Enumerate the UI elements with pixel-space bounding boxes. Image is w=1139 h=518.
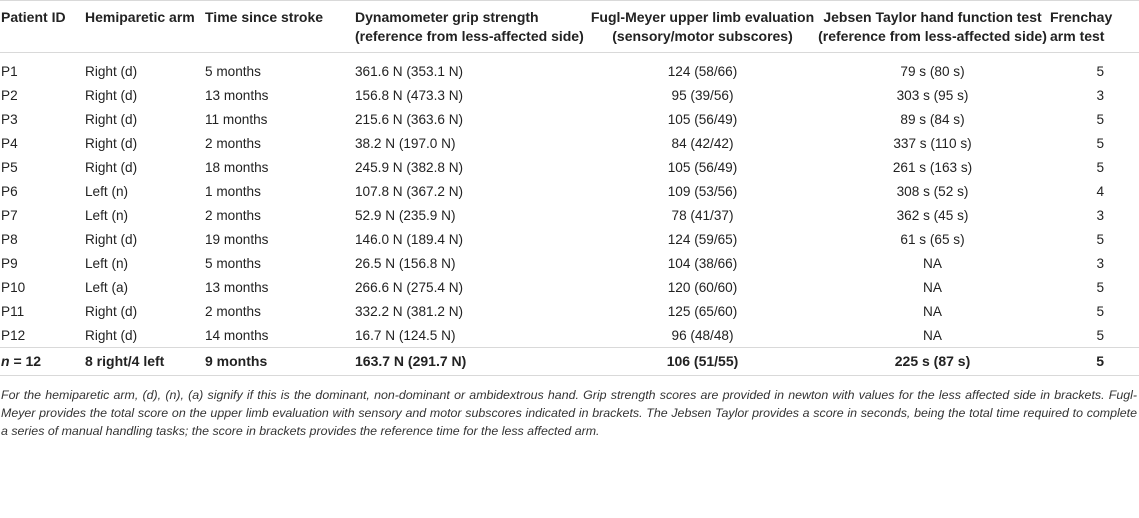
summary-time: 9 months bbox=[205, 348, 355, 376]
cell-grip-strength: 245.9 N (382.8 N) bbox=[355, 160, 464, 175]
cell-frenchay: 3 bbox=[1096, 208, 1104, 223]
table-row bbox=[0, 131, 1139, 155]
cell-time-since-stroke: 14 months bbox=[205, 328, 269, 343]
cell-hemiparetic-arm: Left (a) bbox=[85, 280, 129, 295]
summary-jebsen: 225 s (87 s) bbox=[815, 348, 1050, 376]
cell-jebsen-taylor: NA bbox=[923, 328, 942, 343]
header-hemiparetic-arm: Hemiparetic arm bbox=[85, 1, 205, 53]
cell-hemiparetic-arm: Left (n) bbox=[85, 208, 129, 223]
cell-grip-strength: 38.2 N (197.0 N) bbox=[355, 136, 456, 151]
cell-hemiparetic-arm: Right (d) bbox=[85, 64, 138, 79]
cell-patient-id: P2 bbox=[1, 88, 18, 103]
cell-jebsen-taylor: NA bbox=[923, 280, 942, 295]
header-patient-id: Patient ID bbox=[0, 1, 85, 53]
cell-time-since-stroke: 5 months bbox=[205, 64, 261, 79]
cell-time-since-stroke: 13 months bbox=[205, 88, 269, 103]
cell-jebsen-taylor: 261 s (163 s) bbox=[892, 160, 973, 175]
cell-patient-id: P1 bbox=[1, 64, 18, 79]
summary-fugl: 106 (51/55) bbox=[590, 348, 815, 376]
cell-jebsen-taylor: 337 s (110 s) bbox=[893, 136, 972, 151]
cell-frenchay: 5 bbox=[1096, 304, 1104, 319]
cell-fugl-meyer: 84 (42/42) bbox=[671, 136, 734, 151]
table-row bbox=[0, 251, 1139, 275]
cell-fugl-meyer: 78 (41/37) bbox=[671, 208, 734, 223]
cell-time-since-stroke: 1 months bbox=[205, 184, 261, 199]
cell-patient-id: P6 bbox=[1, 184, 18, 199]
cell-grip-strength: 107.8 N (367.2 N) bbox=[355, 184, 464, 199]
header-fugl-meyer: Fugl-Meyer upper limb evaluation (sensory/motor subscores) bbox=[590, 1, 815, 53]
cell-time-since-stroke: 19 months bbox=[205, 232, 269, 247]
table-row bbox=[0, 323, 1139, 348]
cell-time-since-stroke: 18 months bbox=[205, 160, 269, 175]
cell-fugl-meyer: 124 (58/66) bbox=[667, 64, 738, 79]
cell-frenchay: 5 bbox=[1096, 64, 1104, 79]
summary-n-label: n bbox=[1, 353, 10, 369]
cell-jebsen-taylor: NA bbox=[923, 304, 942, 319]
table-row bbox=[0, 107, 1139, 131]
cell-frenchay: 3 bbox=[1096, 256, 1104, 271]
cell-fugl-meyer: 105 (56/49) bbox=[667, 160, 738, 175]
cell-hemiparetic-arm: Right (d) bbox=[85, 304, 138, 319]
cell-fugl-meyer: 96 (48/48) bbox=[671, 328, 734, 343]
cell-hemiparetic-arm: Right (d) bbox=[85, 328, 138, 343]
cell-jebsen-taylor: 308 s (52 s) bbox=[896, 184, 969, 199]
table-row bbox=[0, 179, 1139, 203]
summary-frenchay: 5 bbox=[1050, 348, 1139, 376]
cell-hemiparetic-arm: Right (d) bbox=[85, 88, 138, 103]
cell-frenchay: 5 bbox=[1096, 328, 1104, 343]
header-row bbox=[0, 1, 1139, 53]
cell-frenchay: 5 bbox=[1096, 112, 1104, 127]
table-row bbox=[0, 227, 1139, 251]
cell-patient-id: P12 bbox=[1, 328, 26, 343]
cell-patient-id: P9 bbox=[1, 256, 18, 271]
header-jebsen-taylor: Jebsen Taylor hand function test (reference from less-affected side) bbox=[815, 1, 1050, 53]
cell-fugl-meyer: 120 (60/60) bbox=[667, 280, 738, 295]
cell-frenchay: 5 bbox=[1096, 160, 1104, 175]
cell-grip-strength: 215.6 N (363.6 N) bbox=[355, 112, 464, 127]
cell-hemiparetic-arm: Right (d) bbox=[85, 160, 138, 175]
cell-hemiparetic-arm: Right (d) bbox=[85, 112, 138, 127]
cell-grip-strength: 332.2 N (381.2 N) bbox=[355, 304, 464, 319]
cell-frenchay: 4 bbox=[1096, 184, 1104, 199]
cell-fugl-meyer: 104 (38/66) bbox=[667, 256, 738, 271]
cell-fugl-meyer: 125 (65/60) bbox=[667, 304, 738, 319]
header-grip-strength: Dynamometer grip strength (reference from less-affected side) bbox=[355, 1, 590, 53]
cell-hemiparetic-arm: Right (d) bbox=[85, 136, 138, 151]
table-header bbox=[0, 1, 1139, 53]
cell-patient-id: P5 bbox=[1, 160, 18, 175]
table-row bbox=[0, 275, 1139, 299]
cell-jebsen-taylor: 303 s (95 s) bbox=[896, 88, 969, 103]
cell-hemiparetic-arm: Left (n) bbox=[85, 256, 129, 271]
table-summary bbox=[0, 348, 1139, 376]
cell-fugl-meyer: 95 (39/56) bbox=[671, 88, 734, 103]
cell-time-since-stroke: 2 months bbox=[205, 136, 261, 151]
cell-grip-strength: 156.8 N (473.3 N) bbox=[355, 88, 464, 103]
cell-patient-id: P8 bbox=[1, 232, 18, 247]
cell-frenchay: 3 bbox=[1096, 88, 1104, 103]
table-footnote: For the hemiparetic arm, (d), (n), (a) signify if this is the dominant, non-dominant or ambidextrous hand. Grip strength scores are provided in newton with values for the less affected side in brackets. Fugl-Meyer provides the total score on the upper limb evaluation with sensory and motor subscores indicated in brackets. The Jebsen Taylor provides a score in seconds, being the total time required to complete a series of manual handling tasks; the score in brackets provides the reference time for the less affected arm. bbox=[1, 388, 1137, 438]
cell-patient-id: P3 bbox=[1, 112, 18, 127]
table-row bbox=[0, 53, 1139, 84]
cell-patient-id: P11 bbox=[1, 304, 25, 319]
cell-grip-strength: 52.9 N (235.9 N) bbox=[355, 208, 456, 223]
cell-grip-strength: 146.0 N (189.4 N) bbox=[355, 232, 464, 247]
cell-time-since-stroke: 2 months bbox=[205, 208, 261, 223]
cell-fugl-meyer: 109 (53/56) bbox=[667, 184, 738, 199]
cell-jebsen-taylor: NA bbox=[923, 256, 942, 271]
cell-time-since-stroke: 11 months bbox=[205, 112, 268, 127]
cell-time-since-stroke: 13 months bbox=[205, 280, 269, 295]
table-body bbox=[0, 53, 1139, 348]
summary-grip: 163.7 N (291.7 N) bbox=[355, 348, 590, 376]
cell-fugl-meyer: 124 (59/65) bbox=[667, 232, 738, 247]
cell-patient-id: P10 bbox=[1, 280, 26, 295]
cell-jebsen-taylor: 362 s (45 s) bbox=[896, 208, 969, 223]
cell-jebsen-taylor: 61 s (65 s) bbox=[900, 232, 965, 247]
table-row bbox=[0, 203, 1139, 227]
cell-grip-strength: 361.6 N (353.1 N) bbox=[355, 64, 464, 79]
cell-hemiparetic-arm: Right (d) bbox=[85, 232, 138, 247]
cell-frenchay: 5 bbox=[1096, 232, 1104, 247]
table-row bbox=[0, 299, 1139, 323]
cell-hemiparetic-arm: Left (n) bbox=[85, 184, 129, 199]
header-time-since-stroke: Time since stroke bbox=[205, 1, 355, 53]
table-row bbox=[0, 155, 1139, 179]
header-frenchay: Frenchay arm test bbox=[1050, 1, 1139, 53]
cell-grip-strength: 266.6 N (275.4 N) bbox=[355, 280, 464, 295]
table-row bbox=[0, 83, 1139, 107]
cell-frenchay: 5 bbox=[1096, 136, 1104, 151]
cell-grip-strength: 26.5 N (156.8 N) bbox=[355, 256, 456, 271]
cell-frenchay: 5 bbox=[1096, 280, 1104, 295]
cell-time-since-stroke: 5 months bbox=[205, 256, 261, 271]
cell-patient-id: P4 bbox=[1, 136, 18, 151]
cell-jebsen-taylor: 89 s (84 s) bbox=[900, 112, 965, 127]
cell-time-since-stroke: 2 months bbox=[205, 304, 261, 319]
summary-row bbox=[0, 348, 1139, 376]
cell-fugl-meyer: 105 (56/49) bbox=[667, 112, 738, 127]
cell-jebsen-taylor: 79 s (80 s) bbox=[900, 64, 965, 79]
cell-grip-strength: 16.7 N (124.5 N) bbox=[355, 328, 456, 343]
summary-n bbox=[0, 348, 85, 376]
summary-n-value: = 12 bbox=[9, 353, 42, 369]
summary-arm: 8 right/4 left bbox=[85, 348, 205, 376]
cell-patient-id: P7 bbox=[1, 208, 18, 223]
